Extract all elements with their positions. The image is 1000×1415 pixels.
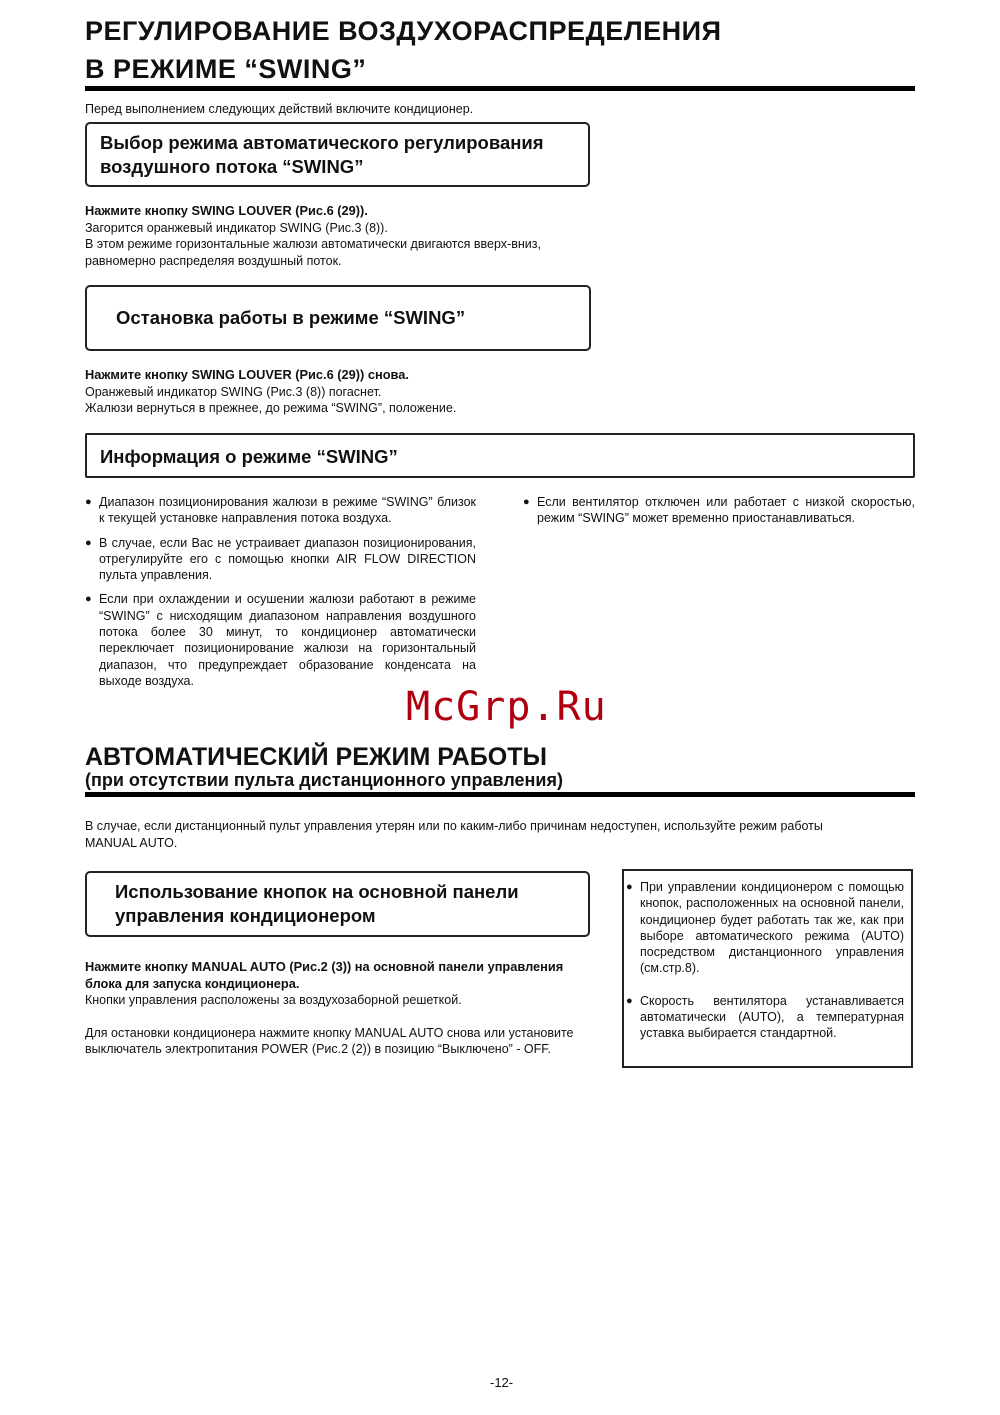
step2-line2: Жалюзи вернуться в прежнее, до режима “SWING”, положение. bbox=[85, 401, 457, 415]
manual-stop-line2: выключатель электропитания POWER (Рис.2 (2)) в позицию “Выключено” - OFF. bbox=[85, 1042, 552, 1056]
bullet-icon: ● bbox=[523, 496, 530, 508]
bullet-icon: ● bbox=[626, 881, 633, 893]
bullet-icon: ● bbox=[85, 496, 92, 508]
swing-info-list-right bbox=[523, 494, 915, 535]
manual-step-bold-line2: блока для запуска кондиционера. bbox=[85, 975, 300, 991]
section2-title: АВТОМАТИЧЕСКИЙ РЕЖИМ РАБОТЫ bbox=[85, 743, 547, 771]
list-item: ● При управлении кондиционером с помощью кнопок, расположенных на основной панели, кондиционер будет работать так же, как при выборе автоматического режима (AUTO) посредством дистанционного управления (см.стр.8). bbox=[626, 880, 904, 976]
section1-intro: Перед выполнением следующих действий включите кондиционер. bbox=[85, 102, 474, 116]
manual-step-bold-line1: Нажмите кнопку MANUAL AUTO (Рис.2 (3)) на основной панели управления bbox=[85, 959, 564, 974]
page-number: -12- bbox=[490, 1375, 514, 1390]
list-item: ● Скорость вентилятора устанавливается автоматически (AUTO), а температурная уставка выбирается стандартной. bbox=[626, 993, 904, 1041]
list-item: ● Если вентилятор отключен или работает с низкой скоростью, режим “SWING” может временно приостанавливаться. bbox=[523, 495, 915, 526]
manual-stop-line1: Для остановки кондиционера нажмите кнопку MANUAL AUTO снова или установите bbox=[85, 1025, 574, 1040]
box-swing-stop-title: Остановка работы в режиме “SWING” bbox=[116, 307, 466, 328]
list-item: ● В случае, если Вас не устраивает диапазон позиционирования, отрегулируйте его с помощью кнопки AIR FLOW DIRECTION пульта управления. bbox=[85, 535, 476, 583]
section2-intro-line2: MANUAL AUTO. bbox=[85, 835, 178, 850]
section2-intro-line1: В случае, если дистанционный пульт управления утерян или по каким-либо причинам недоступен, используйте режим работы bbox=[85, 819, 823, 833]
step1-line3: равномерно распределяя воздушный поток. bbox=[85, 253, 342, 268]
step2-bold: Нажмите кнопку SWING LOUVER (Рис.6 (29)) снова. bbox=[85, 367, 409, 382]
bullet-icon: ● bbox=[85, 536, 92, 549]
step2-block bbox=[85, 367, 590, 417]
swing-info-list-left bbox=[85, 494, 476, 697]
notes-list bbox=[626, 879, 904, 1042]
box-swing-select-title-line2: воздушного потока “SWING” bbox=[100, 156, 364, 177]
notes-box bbox=[622, 869, 913, 1068]
section2-subtitle: (при отсутствии пульта дистанционного управления) bbox=[85, 770, 563, 790]
manual-step-block bbox=[85, 959, 595, 1058]
section2-intro bbox=[85, 818, 915, 851]
bullet-icon: ● bbox=[85, 593, 92, 606]
watermark: McGrp.Ru bbox=[406, 684, 607, 730]
box-swing-info-title: Информация о режиме “SWING” bbox=[100, 446, 398, 467]
step2-line1: Оранжевый индикатор SWING (Рис.3 (8)) погаснет. bbox=[85, 384, 382, 399]
box-swing-stop bbox=[85, 285, 591, 351]
section2-rule bbox=[85, 792, 915, 797]
manual-step-line1: Кнопки управления расположены за воздухозаборной решеткой. bbox=[85, 993, 462, 1007]
box-manual-panel bbox=[85, 871, 590, 937]
box-manual-panel-title-line2: управления кондиционером bbox=[115, 905, 376, 926]
section1-title-line2: В РЕЖИМЕ “SWING” bbox=[85, 54, 367, 84]
step1-block bbox=[85, 203, 590, 269]
box-swing-select-title-line1: Выбор режима автоматического регулирования bbox=[100, 132, 544, 153]
box-manual-panel-title-line1: Использование кнопок на основной панели bbox=[115, 881, 519, 902]
section1-title-line1: РЕГУЛИРОВАНИЕ ВОЗДУХОРАСПРЕДЕЛЕНИЯ bbox=[85, 16, 722, 46]
step1-line2: В этом режиме горизонтальные жалюзи автоматически двигаются вверх-вниз, bbox=[85, 237, 541, 251]
bullet-icon: ● bbox=[626, 994, 633, 1007]
step1-line1: Загорится оранжевый индикатор SWING (Рис.3 (8)). bbox=[85, 220, 388, 235]
step1-bold: Нажмите кнопку SWING LOUVER (Рис.6 (29)). bbox=[85, 203, 368, 218]
box-swing-info bbox=[85, 433, 915, 478]
box-swing-select bbox=[85, 122, 590, 187]
section1-rule bbox=[85, 86, 915, 91]
list-item: ● Если при охлаждении и осушении жалюзи работают в режиме “SWING” с нисходящим диапазоном направления воздушного потока более 30 минут, то кондиционер автоматически переключает позиционирование жалюзи на горизонтальный диапазон, что предупреждает образование конденсата на выходе воздуха. bbox=[85, 592, 476, 688]
list-item: ● Диапазон позиционирования жалюзи в режиме “SWING” близок к текущей установке направления потока воздуха. bbox=[85, 495, 476, 526]
